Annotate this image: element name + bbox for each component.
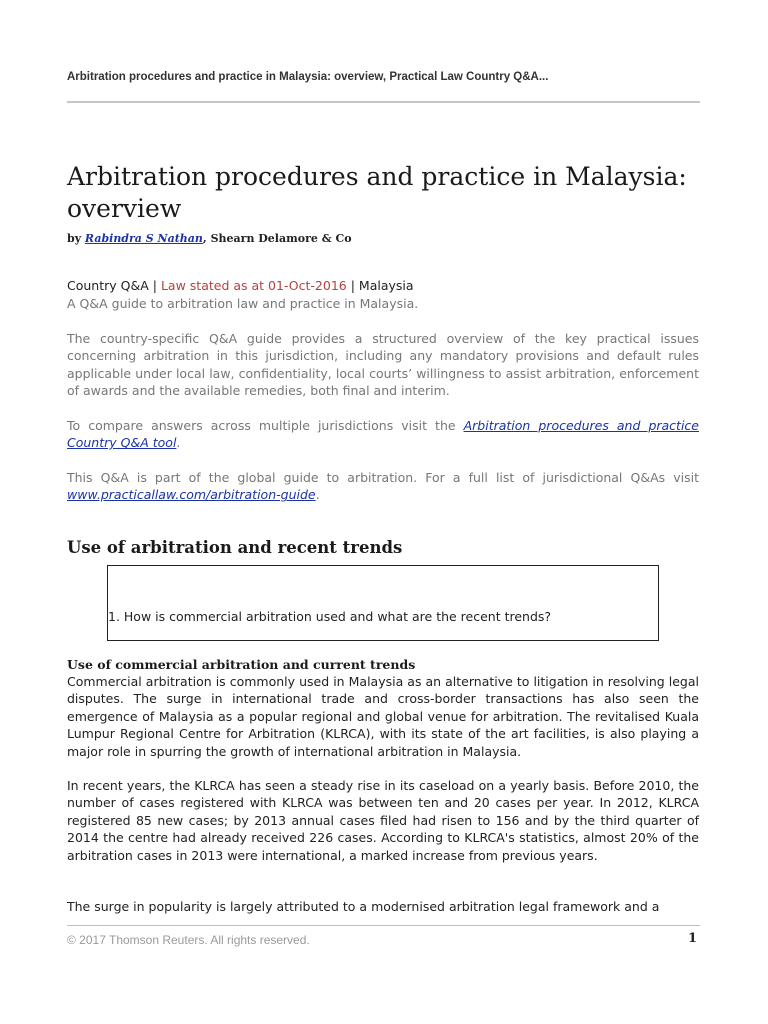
answer-subheading: Use of commercial arbitration and current trends [67,657,416,672]
header-divider [67,101,700,103]
byline-prefix: by [67,232,85,245]
doc-type: Country Q&A [67,278,149,293]
jurisdiction: Malaysia [358,278,414,293]
byline [67,232,352,245]
section-heading: Use of arbitration and recent trends [67,538,403,557]
compare-paragraph [67,417,699,452]
arbitration-guide-link[interactable]: www.practicallaw.com/arbitration-guide [67,487,316,503]
compare-text: To compare answers across multiple jurisdictions visit the [67,418,464,433]
page-title: Arbitration procedures and practice in Malaysia: overview [67,162,687,223]
answer-paragraph: In recent years, the KLRCA has seen a steady rise in its caseload on a yearly basis. Before 2010, the number of cases registered with KLRCA was between ten and 20 cases per year. In 2012, KLRCA registered 85 new cases; by 2013 annual cases filed had risen to 156 and by the third quarter of 2014 the centre had already received 226 cases. According to KLRCA's statistics, almost 20% of the arbitration cases in 2013 were international, a marked increase from previous years. [67,778,699,863]
page-number: 1 [688,931,698,946]
author-link[interactable]: Rabindra S Nathan [84,232,203,245]
question-text: 1. How is commercial arbitration used and what are the recent trends? [108,609,552,624]
global-guide-text: This Q&A is part of the global guide to arbitration. For a full list of jurisdictional Q&As visit [67,470,699,485]
global-guide-suffix: . [315,487,320,503]
answer-paragraph: Commercial arbitration is commonly used in Malaysia as an alternative to litigation in resolving legal disputes. The surge in international trade and cross-border transactions has also seen the emergence of Malaysia as a popular regional and global venue for arbitration. The revitalised Kuala Lumpur Regional Centre for Arbitration (KLRCA), with its state of the art facilities, is also playing a major role in spurring the growth of international arbitration in Malaysia. [67,674,699,759]
document-meta [67,278,414,293]
overview-paragraph: The country-specific Q&A guide provides a structured overview of the key practical issues concerning arbitration in this jurisdiction, including any mandatory provisions and default rules applicable under local law, confidentiality, local courts’ willingness to assist arbitration, enforcement of awards and the available remedies, both final and interim. [67,331,699,399]
intro-line: A Q&A guide to arbitration law and practice in Malaysia. [67,296,419,311]
byline-firm: , Shearn Delamore & Co [202,232,352,245]
running-header: Arbitration procedures and practice in Malaysia: overview, Practical Law Country Q&A... [67,71,549,83]
meta-separator: | [346,278,359,293]
footer-divider [67,925,700,926]
answer-paragraph: The surge in popularity is largely attributed to a modernised arbitration legal framework and a [67,899,660,914]
law-stated-date: Law stated as at 01-Oct-2016 [160,278,347,293]
question-box [107,565,659,641]
copyright-notice: © 2017 Thomson Reuters. All rights reserved. [67,933,310,947]
country-qa-tool-link[interactable]: Arbitration procedures and practice Country Q&A tool [67,418,699,451]
compare-suffix: . [176,435,181,451]
meta-separator: | [148,278,161,293]
global-guide-paragraph [67,469,699,504]
